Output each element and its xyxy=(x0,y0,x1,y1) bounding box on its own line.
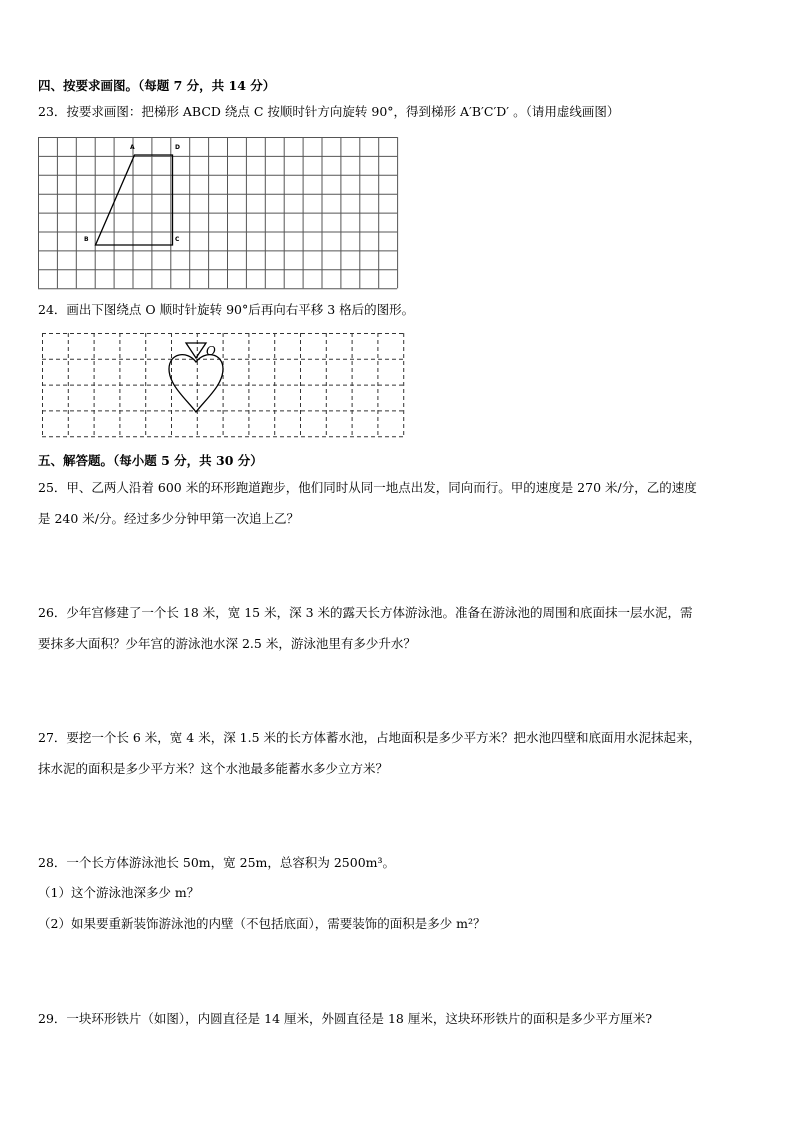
question-28-text: 28．一个长方体游泳池长 50m，宽 25m，总容积为 2500m³。 xyxy=(38,855,396,870)
question-25-line-2: 是 240 米/分。经过多少分钟甲第一次追上乙？ xyxy=(38,511,300,526)
heart-shape xyxy=(169,355,223,412)
point-b-label: B xyxy=(84,236,89,243)
question-26-line-1: 26．少年宫修建了一个长 18 米，宽 15 米，深 3 米的露天长方体游泳池。准备在游泳池的周围和底面抹一层水泥，需 xyxy=(38,605,693,620)
point-d-label: D xyxy=(175,144,180,151)
point-a-label: A xyxy=(130,144,135,151)
section-4-heading: 四、按要求画图。（每题 7 分，共 14 分） xyxy=(38,78,276,93)
question-25-line-1: 25．甲、乙两人沿着 600 米的环形跑道跑步，他们同时从同一地点出发，同向而行。甲的速度是 270 米/分，乙的速度 xyxy=(38,480,697,495)
question-28-sub-2: （2）如果要重新装饰游泳池的内壁（不包括底面），需要装饰的面积是多少 m²？ xyxy=(38,916,486,931)
point-c-label: C xyxy=(175,236,180,243)
point-o-label: O xyxy=(206,344,216,358)
q24-dashed-grid-figure xyxy=(42,333,404,441)
question-27-line-1: 27．要挖一个长 6 米，宽 4 米，深 1.5 米的长方体蓄水池，占地面积是多少平方米？把水池四壁和底面用水泥抹起来， xyxy=(38,730,702,745)
question-29-text: 29．一块环形铁片（如图），内圆直径是 14 厘米，外圆直径是 18 厘米，这块环形铁片的面积是多少平方厘米? xyxy=(38,1011,653,1026)
question-28-sub-1: （1）这个游泳池深多少 m？ xyxy=(38,885,200,900)
q23-grid-figure xyxy=(38,137,398,285)
section-5-heading: 五、解答题。（每小题 5 分，共 30 分） xyxy=(38,453,263,468)
question-23-text: 23．按要求画图：把梯形 ABCD 绕点 C 按顺时针方向旋转 90°，得到梯形 A′B′C′D′ 。（请用虚线画图） xyxy=(38,104,620,119)
question-27-line-2: 抹水泥的面积是多少平方米？这个水池最多能蓄水多少立方米？ xyxy=(38,761,389,776)
question-26-line-2: 要抹多大面积？少年宫的游泳池水深 2.5 米，游泳池里有多少升水？ xyxy=(38,636,416,651)
question-24-text: 24．画出下图绕点 O 顺时针旋转 90°后再向右平移 3 格后的图形。 xyxy=(38,302,415,317)
